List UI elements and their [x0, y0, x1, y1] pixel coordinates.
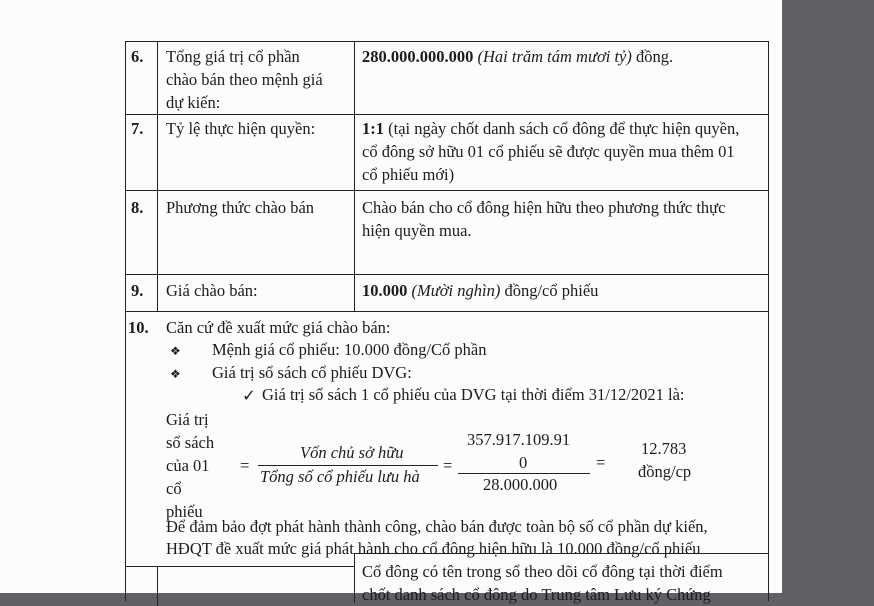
- row-divider-7-8: [125, 190, 769, 191]
- formula-numerator: Vốn chủ sở hữu: [300, 443, 404, 462]
- row-7-ratio: 1:1: [362, 119, 384, 138]
- row-10-check-1: Giá trị sổ sách 1 cổ phiếu của DVG tại thời điểm 31/12/2021 là:: [262, 385, 685, 404]
- row-7-label-line-1: Tỷ lệ thực hiện quyền:: [166, 119, 316, 138]
- formula-equals-2: =: [443, 456, 453, 475]
- row-7-value-line-2: cổ đông sở hữu 01 cổ phiếu sẽ được quyền mua thêm 01: [362, 142, 735, 161]
- row-6-value: [362, 45, 673, 68]
- table-col-divider-label: [354, 41, 355, 311]
- row-9-price-words: (Mười nghìn): [411, 281, 501, 300]
- row-10-intro: Căn cứ đề xuất mức giá chào bán:: [166, 318, 391, 337]
- row11-col-divider-label: [354, 553, 355, 603]
- row-6-number: 6.: [131, 47, 144, 66]
- row-9-price-unit: đồng/cổ phiếu: [500, 281, 599, 300]
- row-6-value-unit: đồng.: [631, 47, 674, 66]
- row-10-number: 10.: [128, 318, 149, 337]
- row-6-value-words: (Hai trăm tám mươi tỷ): [477, 47, 632, 66]
- row-8-value-line-1: Chào bán cho cổ đông hiện hữu theo phương thức thực: [362, 198, 726, 217]
- row-9-number: 9.: [131, 281, 144, 300]
- row-10-bullet-1: Mệnh giá cổ phiếu: 10.000 đồng/Cổ phần: [212, 340, 487, 359]
- table-border-top: [125, 41, 769, 42]
- formula-value-numerator-2: 0: [519, 453, 528, 472]
- row-7-value-line-3: cổ phiếu mới): [362, 165, 455, 184]
- row-8-value-line-2: hiện quyền mua.: [362, 221, 472, 240]
- row-6-label-line-3: dự kiến:: [166, 93, 221, 112]
- row-divider-9-10: [125, 311, 769, 312]
- table-border-left: [125, 41, 126, 601]
- row-10-paragraph-line-2: HĐQT đề xuất mức giá phát hành cho cổ đông hiện hữu là 10.000 đồng/cổ phiếu: [166, 539, 701, 558]
- formula-left-line-3: của 01: [166, 456, 210, 475]
- row-9-price: 10.000: [362, 281, 408, 300]
- table-col-divider-num: [157, 41, 158, 311]
- row-8-number: 8.: [131, 198, 144, 217]
- row-6-value-amount: 280.000.000.000: [362, 47, 474, 66]
- row-9-label-line-1: Giá chào bán:: [166, 281, 258, 300]
- viewer-background: [782, 0, 874, 593]
- diamond-bullet-icon: ❖: [170, 367, 181, 381]
- row-divider-10-11-left: [125, 566, 355, 567]
- formula-equals-1: =: [240, 456, 250, 475]
- row-11-value-line-1: Cổ đông có tên trong sổ theo dõi cổ đông tại thời điểm: [362, 562, 723, 581]
- row-7-number: 7.: [131, 119, 144, 138]
- formula-value-denominator: 28.000.000: [483, 475, 558, 494]
- formula-left-line-5: phiếu: [166, 502, 203, 521]
- formula-left-line-4: cổ: [166, 479, 182, 498]
- diamond-bullet-icon: ❖: [170, 344, 181, 358]
- row-11-value-line-2: chốt danh sách cổ đông do Trung tâm Lưu ký Chứng: [362, 585, 711, 604]
- row-7-value-line-1: [362, 117, 739, 140]
- checkmark-icon: ✓: [242, 386, 256, 405]
- formula-denominator: Tổng số cổ phiếu lưu hà: [260, 467, 420, 486]
- formula-left-line-2: sổ sách: [166, 433, 215, 452]
- row-7-value-text-1: (tại ngày chốt danh sách cổ đông để thực hiện quyền,: [384, 119, 740, 138]
- formula-result: 12.783: [641, 439, 687, 458]
- formula-result-unit: đồng/cp: [638, 462, 692, 481]
- row-divider-8-9: [125, 274, 769, 275]
- table-border-right: [768, 41, 769, 601]
- formula-equals-3: =: [596, 453, 606, 472]
- row-divider-6-7: [125, 114, 769, 115]
- row-10-paragraph-line-1: Để đảm bảo đợt phát hành thành công, chào bán được toàn bộ số cổ phần dự kiến,: [166, 517, 708, 536]
- formula-value-numerator-1: 357.917.109.91: [467, 430, 571, 449]
- row-6-label-line-2: chào bán theo mệnh giá: [166, 70, 323, 89]
- formula-left-line-1: Giá trị: [166, 410, 209, 429]
- row-9-value: [362, 279, 598, 302]
- row11-col-divider-num: [157, 566, 158, 606]
- row-8-label-line-1: Phương thức chào bán: [166, 198, 315, 217]
- row-10-bullet-2: Giá trị sổ sách cổ phiếu DVG:: [212, 363, 412, 382]
- row-6-label-line-1: Tổng giá trị cổ phần: [166, 47, 300, 66]
